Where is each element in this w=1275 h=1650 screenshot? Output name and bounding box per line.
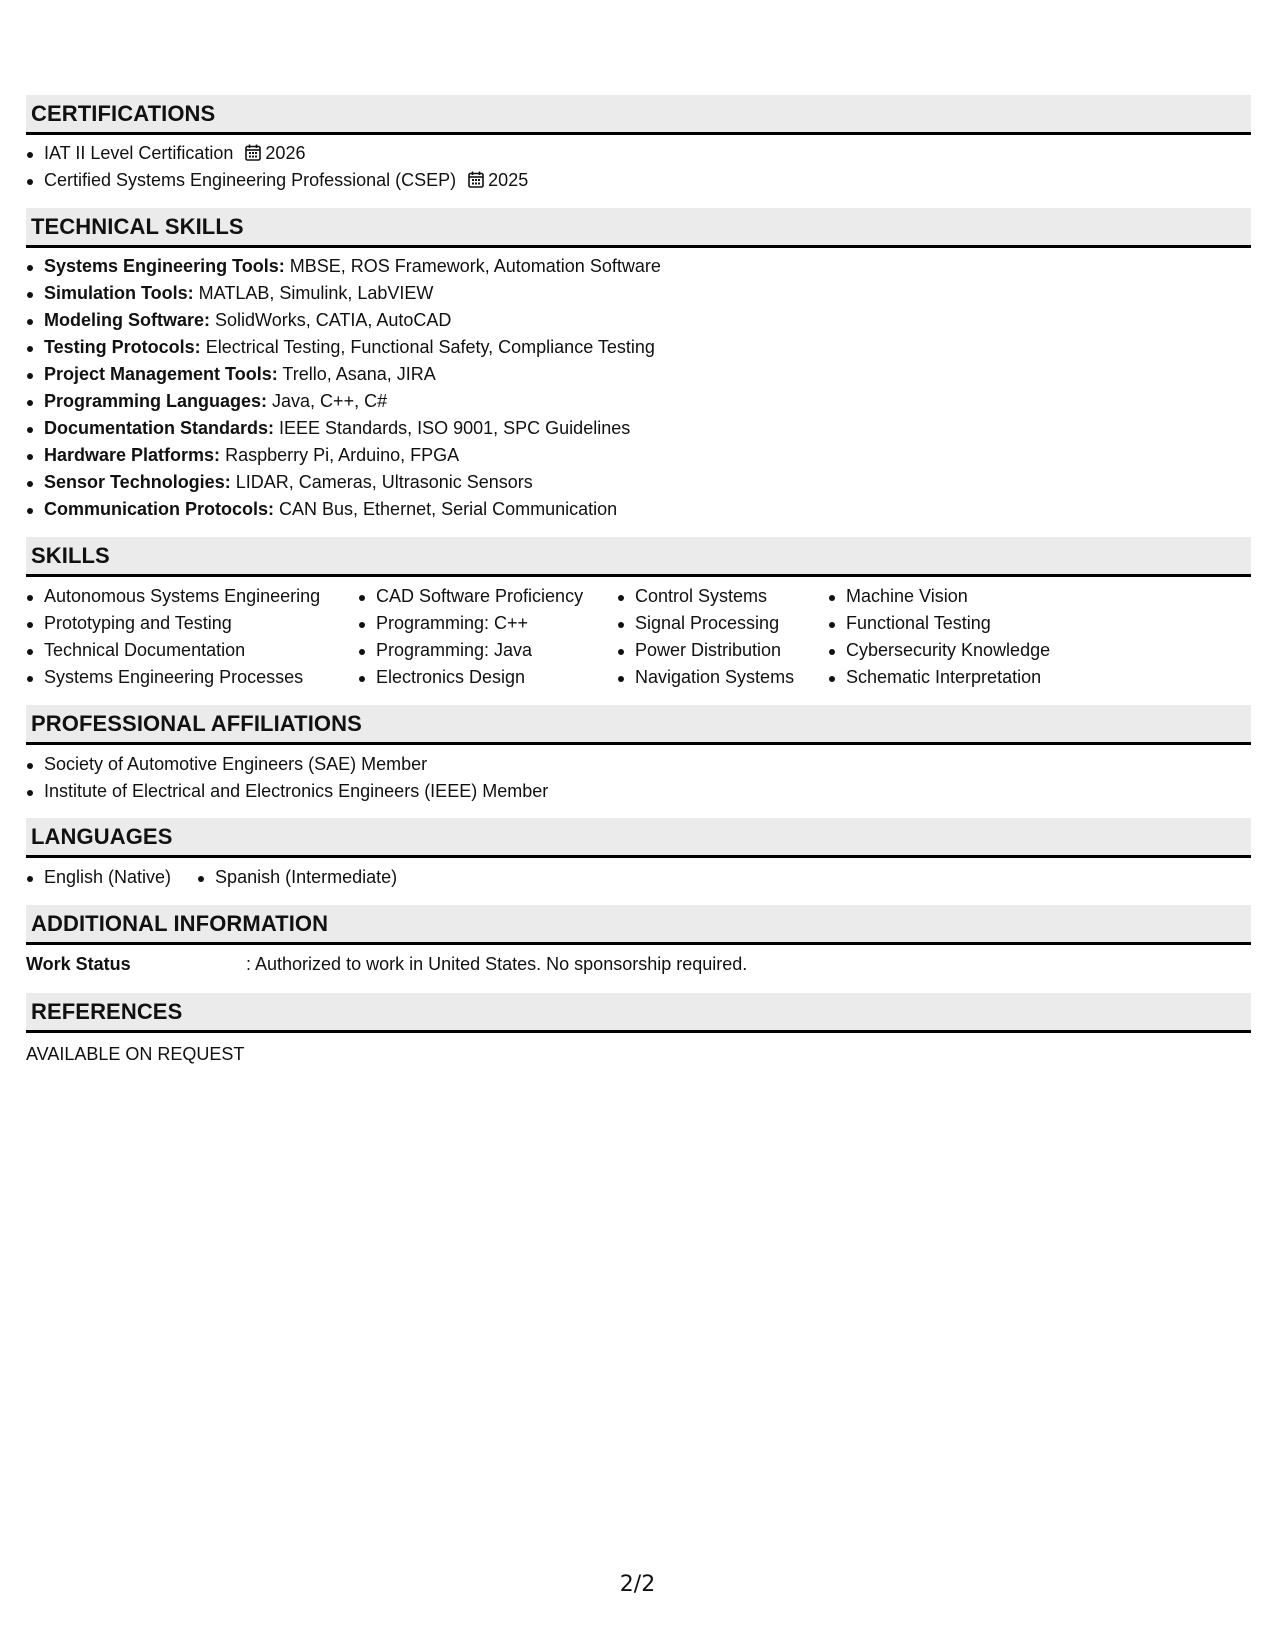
technical-skills-list <box>26 248 1251 537</box>
list-item: Schematic Interpretation <box>828 664 1088 691</box>
certification-year: 2026 <box>265 143 306 163</box>
list-item <box>26 469 1251 496</box>
skill-category: Systems Engineering Tools: <box>44 256 285 276</box>
list-item <box>26 307 1251 334</box>
references-text: AVAILABLE ON REQUEST <box>26 1044 245 1064</box>
list-item <box>26 280 1251 307</box>
skills-column <box>828 583 1088 691</box>
list-item: Institute of Electrical and Electronics Engineers (IEEE) Member <box>26 778 1251 805</box>
skill-category: Programming Languages: <box>44 391 268 411</box>
work-status-value: : Authorized to work in United States. No sponsorship required. <box>246 954 748 974</box>
resume-page <box>26 95 1251 1068</box>
skills-column <box>26 583 358 691</box>
page-number: 2/2 <box>619 1572 656 1597</box>
list-item: Functional Testing <box>828 610 1088 637</box>
skill-category: Sensor Technologies: <box>44 472 231 492</box>
list-item: Electronics Design <box>358 664 617 691</box>
list-item <box>26 442 1251 469</box>
list-item: English (Native) <box>26 864 171 891</box>
calendar-icon <box>468 171 484 188</box>
list-item: Systems Engineering Processes <box>26 664 358 691</box>
list-item: Programming: Java <box>358 637 617 664</box>
list-item <box>26 361 1251 388</box>
list-item: Cybersecurity Knowledge <box>828 637 1088 664</box>
skill-category: Documentation Standards: <box>44 418 275 438</box>
skill-values: Electrical Testing, Functional Safety, Compliance Testing <box>200 337 655 357</box>
list-item <box>26 140 1251 167</box>
section-header-references: REFERENCES <box>26 993 1251 1033</box>
certifications-list <box>26 135 1251 208</box>
calendar-icon <box>245 144 261 161</box>
list-item: Autonomous Systems Engineering <box>26 583 358 610</box>
list-item: Programming: C++ <box>358 610 617 637</box>
skill-values: IEEE Standards, ISO 9001, SPC Guidelines <box>274 418 631 438</box>
skill-category: Modeling Software: <box>44 310 210 330</box>
skill-values: MATLAB, Simulink, LabVIEW <box>193 283 434 303</box>
list-item: Prototyping and Testing <box>26 610 358 637</box>
skills-column <box>358 583 617 691</box>
skill-values: CAN Bus, Ethernet, Serial Communication <box>274 499 618 519</box>
list-item <box>26 334 1251 361</box>
certification-name: Certified Systems Engineering Professional (CSEP) <box>44 170 457 190</box>
list-item <box>26 415 1251 442</box>
skill-values: Raspberry Pi, Arduino, FPGA <box>220 445 460 465</box>
work-status-row <box>26 945 1251 993</box>
certification-year: 2025 <box>488 170 529 190</box>
skill-values: MBSE, ROS Framework, Automation Software <box>284 256 661 276</box>
skill-category: Communication Protocols: <box>44 499 275 519</box>
list-item: Navigation Systems <box>617 664 828 691</box>
skill-values: SolidWorks, CATIA, AutoCAD <box>210 310 452 330</box>
list-item: Machine Vision <box>828 583 1088 610</box>
section-header-skills: SKILLS <box>26 537 1251 577</box>
list-item: Power Distribution <box>617 637 828 664</box>
list-item <box>26 167 1251 194</box>
list-item: CAD Software Proficiency <box>358 583 617 610</box>
skill-category: Simulation Tools: <box>44 283 194 303</box>
skill-values: Java, C++, C# <box>267 391 388 411</box>
list-item: Technical Documentation <box>26 637 358 664</box>
affiliations-list <box>26 745 1251 818</box>
skill-category: Hardware Platforms: <box>44 445 221 465</box>
list-item: Society of Automotive Engineers (SAE) Member <box>26 751 1251 778</box>
skills-grid <box>26 577 1251 705</box>
list-item <box>26 496 1251 523</box>
skills-column <box>617 583 828 691</box>
section-header-additional-info: ADDITIONAL INFORMATION <box>26 905 1251 945</box>
skill-values: LIDAR, Cameras, Ultrasonic Sensors <box>230 472 533 492</box>
section-header-technical-skills: TECHNICAL SKILLS <box>26 208 1251 248</box>
languages-list <box>26 858 1251 905</box>
list-item <box>26 253 1251 280</box>
section-header-languages: LANGUAGES <box>26 818 1251 858</box>
list-item: Control Systems <box>617 583 828 610</box>
section-header-certifications: CERTIFICATIONS <box>26 95 1251 135</box>
list-item: Spanish (Intermediate) <box>197 864 397 891</box>
work-status-label: Work Status <box>26 954 131 974</box>
certification-name: IAT II Level Certification <box>44 143 234 163</box>
skill-category: Testing Protocols: <box>44 337 201 357</box>
list-item: Signal Processing <box>617 610 828 637</box>
skill-values: Trello, Asana, JIRA <box>277 364 436 384</box>
section-header-affiliations: PROFESSIONAL AFFILIATIONS <box>26 705 1251 745</box>
skill-category: Project Management Tools: <box>44 364 278 384</box>
list-item <box>26 388 1251 415</box>
